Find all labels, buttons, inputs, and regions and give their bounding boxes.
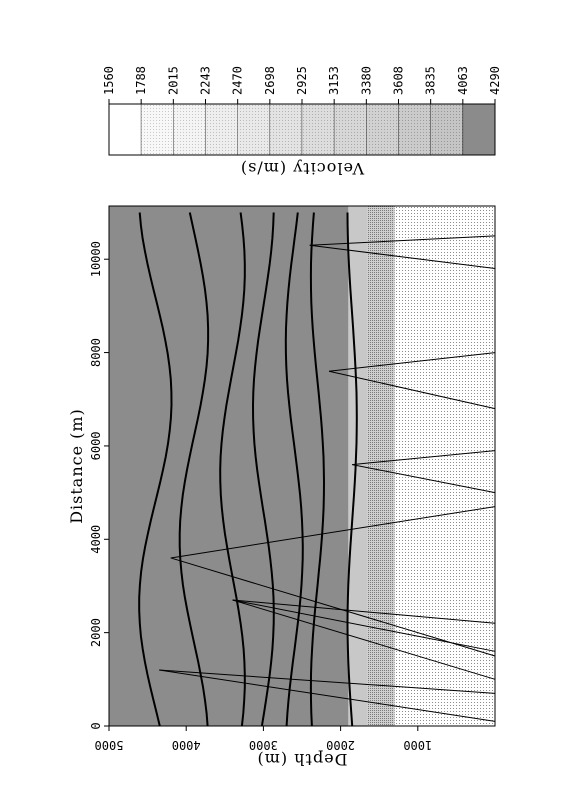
colorbar-swatch-tint: [399, 104, 431, 155]
colorbar-swatch-tint: [141, 104, 173, 155]
colorbar-tick-label: 3835: [423, 66, 438, 95]
colorbar-swatch-tint: [334, 104, 366, 155]
colorbar-swatch-tint: [270, 104, 302, 155]
distance-tick-label: 8000: [89, 338, 103, 368]
depth-tick-label: 1000: [403, 738, 433, 752]
distance-tick-label: 10000: [89, 241, 103, 278]
velocity-model-plot: [109, 206, 495, 726]
depth-axis-label: Depth (m): [256, 750, 348, 769]
distance-tick-label: 4000: [89, 524, 103, 554]
distance-axis: [89, 241, 109, 729]
colorbar-swatch-tint: [302, 104, 334, 155]
colorbar-tick-label: 2015: [166, 66, 181, 95]
colorbar-tick-label: 1788: [134, 66, 149, 95]
depth-tick-label: 4000: [171, 738, 201, 752]
colorbar-tick-label: 2698: [262, 66, 277, 95]
depth-tick-label: 2000: [326, 738, 356, 752]
colorbar-swatch-tint: [238, 104, 270, 155]
colorbar-tick-label: 1560: [102, 66, 116, 95]
depth-axis: [95, 726, 433, 752]
colorbar-tick-label: 2470: [230, 66, 245, 95]
depth-tick-label: 5000: [94, 738, 124, 752]
colorbar-label: Velocity (m/s): [239, 159, 365, 178]
distance-axis-label: Distance (m): [67, 408, 86, 524]
colorbar-tick-label: 3153: [327, 66, 342, 95]
distance-tick-label: 2000: [89, 618, 103, 648]
colorbar-tick-label: 4290: [488, 66, 502, 95]
colorbar-tick-label: 4063: [455, 66, 470, 95]
colorbar-swatch: [463, 104, 495, 155]
colorbar-tick-label: 2925: [295, 66, 309, 95]
colorbar-tick-label: 2243: [198, 66, 213, 95]
colorbar-swatch-tint: [206, 104, 238, 155]
distance-tick-label: 6000: [89, 431, 103, 461]
depth-tick-label: 3000: [248, 738, 278, 752]
colorbar-tick-label: 3608: [391, 66, 406, 95]
colorbar-swatch-tint: [431, 104, 463, 155]
velocity-colorbar: [102, 66, 502, 155]
colorbar-swatch-tint: [366, 104, 398, 155]
distance-tick-label: 0: [89, 722, 103, 730]
colorbar-tick-label: 3380: [359, 66, 374, 95]
colorbar-swatch-tint: [173, 104, 205, 155]
colorbar-swatch: [109, 104, 141, 155]
